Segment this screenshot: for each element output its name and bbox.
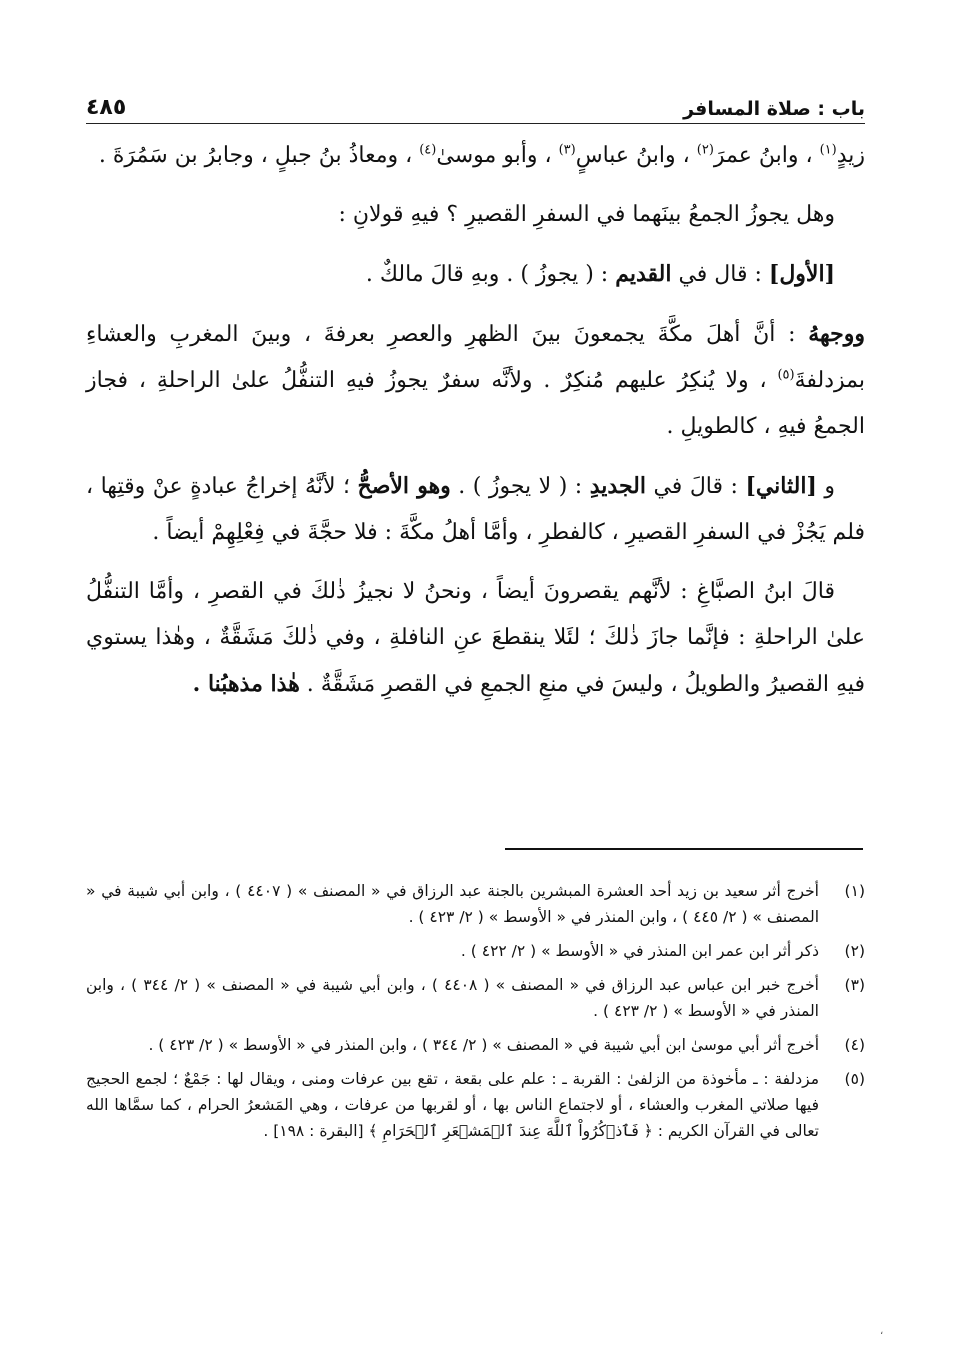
footnote-5 xyxy=(86,1066,865,1144)
footnote-text: ذكر أثر ابن عمر ابن المنذر في « الأوسط » ( ٢/ ٤٢٢ ) . xyxy=(460,942,819,960)
asahh-term: وهو الأصحُّ xyxy=(357,473,451,499)
text-run: قالَ ابنُ الصبَّاغِ : لأنَّهم يقصرونَ أيضاً ، ونحنُ لا نجيزُ ذٰلكَ في القصرِ ، وأمَّا التنفُّلُ علىٰ الراحلةِ : فإنَّما جازَ ذٰلكَ ؛ لئَلا ينقطعَ عنِ النافلةِ ، وفي ذٰلكَ مَشَقَّةٌ ، وهٰذا يستوي فيهِ القصيرُ والطويلُ ، وليسَ في منعِ الجمعِ في القصرِ مَشَقَّةٌ . xyxy=(86,579,865,697)
footnote-text: مزدلفة : ـ مأخوذة من الزلفىٰ : القربة ـ : علم على بقعة ، تقع بين عرفات ومنى ، ويقال لها : جَمْعٌ ؛ لجمع الحجيج فيها صلاتي المغرب والعشاء ، أو لاجتماع الناس بها ، أو لقربها من عرفات ، وهي المَشعرُ الحرام ، كما سمَّاها الله تعالى في القرآن الكريم : ﴿ فَٱذۡكُرُواْ ٱللَّهَ عِندَ ٱلۡمَشۡعَرِ ٱلۡحَرَامِ ﴾ [البقرة : ١٩٨] . xyxy=(86,1070,819,1140)
footnote-divider xyxy=(505,848,863,850)
qadim-term: القديم xyxy=(615,261,672,287)
header-divider xyxy=(86,123,865,124)
text-run: ؛ لأنَّهُ إخراجُ عبادةٍ عنْ وقتِها ، فلم يَجُزْ في السفرِ القصيرِ ، كالفطرِ ، وأمَّا أهلُ مكَّةَ : فلا حجَّةَ في فِعْلِهِمْ أيضاً . xyxy=(86,474,865,545)
paragraph-2: وهل يجوزُ الجمعُ بينَهما في السفرِ القصيرِ ؟ فيهِ قولانِ : xyxy=(338,202,835,227)
text-run: ، وابنُ عباسٍ xyxy=(575,143,697,168)
text-run: : قال في xyxy=(671,262,769,287)
footnote-4 xyxy=(86,1032,865,1058)
reasoning-label: ووجههُ xyxy=(808,321,865,347)
footnote-number: (٥) xyxy=(844,1070,865,1088)
footnote-text: أخرج أثر أبي موسىٰ ابن أبي شيبة في « المصنف » ( ٢/ ٣٤٤ ) ، وابن المنذر في « الأوسط » ( ٢/ ٤٢٣ ) . xyxy=(148,1036,819,1054)
footnote-ref-1[interactable]: (١) xyxy=(819,142,837,158)
text-run: : أنَّ أهلَ مكَّةَ يجمعونَ بينَ الظهرِ والعصرِ بعرفةَ ، وبينَ المغربِ والعشاءِ بمزدلفةَ xyxy=(86,322,865,393)
text-run: ، ولا يُنكِرُ عليهم مُنكِرٌ . ولأنَّه سفرٌ يجوزُ فيهِ التنفُّلُ علىٰ الراحلةِ ، فجاز الجمعُ فيهِ ، كالطويلِ . xyxy=(86,368,865,439)
footnote-text: أخرج أثر سعيد بن زيد أحد العشرة المبشرين بالجنة عبد الرزاق في « المصنف » ( ٤٤٠٧ ) ، وابن أبي شيبة في « المصنف » ( ٢/ ٤٤٥ ) ، وابن المنذر في « الأوسط » ( ٢/ ٤٢٣ ) . xyxy=(86,882,819,926)
footnote-number: (٤) xyxy=(844,1036,865,1054)
text-run: : قالَ في xyxy=(645,474,746,499)
text-run: ، وابنُ عمرَ xyxy=(713,143,820,168)
print-mark: ، xyxy=(880,1326,884,1337)
paragraph-4 xyxy=(86,311,865,450)
footnote-number: (١) xyxy=(844,882,865,900)
footnote-ref-2[interactable]: (٢) xyxy=(696,142,714,158)
footnotes xyxy=(86,878,865,1152)
footnote-ref-3[interactable]: (٣) xyxy=(558,142,576,158)
madhhab-statement: هٰذا مذهبُنا . xyxy=(192,671,300,697)
first-opinion-label: [الأول] xyxy=(768,261,835,287)
paragraph-1 xyxy=(86,133,865,179)
footnote-ref-5[interactable]: (٥) xyxy=(777,367,795,383)
chapter-title: باب : صلاة المسافر xyxy=(683,98,865,120)
footnote-number: (٢) xyxy=(844,942,865,960)
footnote-2 xyxy=(86,938,865,964)
main-text xyxy=(86,133,865,721)
text-run: ، ومعاذُ بنُ جبلٍ ، وجابرُ بن سَمُرَةَ . xyxy=(98,143,420,168)
text-run: زيدٍ xyxy=(836,143,865,168)
text-run: ، وأبو موسىٰ xyxy=(436,143,559,168)
paragraph-5 xyxy=(86,463,865,556)
paragraph-6 xyxy=(86,569,865,708)
text-run: و xyxy=(816,474,835,499)
second-opinion-label: [الثاني] xyxy=(745,473,817,499)
footnote-1 xyxy=(86,878,865,930)
text-run: : ( يجوزُ ) . وبهِ قالَ مالكٌ . xyxy=(365,262,616,287)
footnote-3 xyxy=(86,972,865,1024)
text-run: : ( لا يجوزُ ) . xyxy=(450,474,590,499)
footnote-number: (٣) xyxy=(844,976,865,994)
page-number: ٤٨٥ xyxy=(86,95,127,120)
footnote-text: أخرج خبر ابن عباس عبد الرزاق في « المصنف » ( ٤٤٠٨ ) ، وابن أبي شيبة في « المصنف » ( ٢/ ٣٤٤ ) ، وابن المنذر في « الأوسط » ( ٢/ ٤٢٣ ) . xyxy=(86,976,819,1020)
jadid-term: الجديدِ xyxy=(589,473,646,499)
footnote-ref-4[interactable]: (٤) xyxy=(419,142,437,158)
paragraph-3 xyxy=(86,251,865,298)
running-header xyxy=(86,84,865,120)
